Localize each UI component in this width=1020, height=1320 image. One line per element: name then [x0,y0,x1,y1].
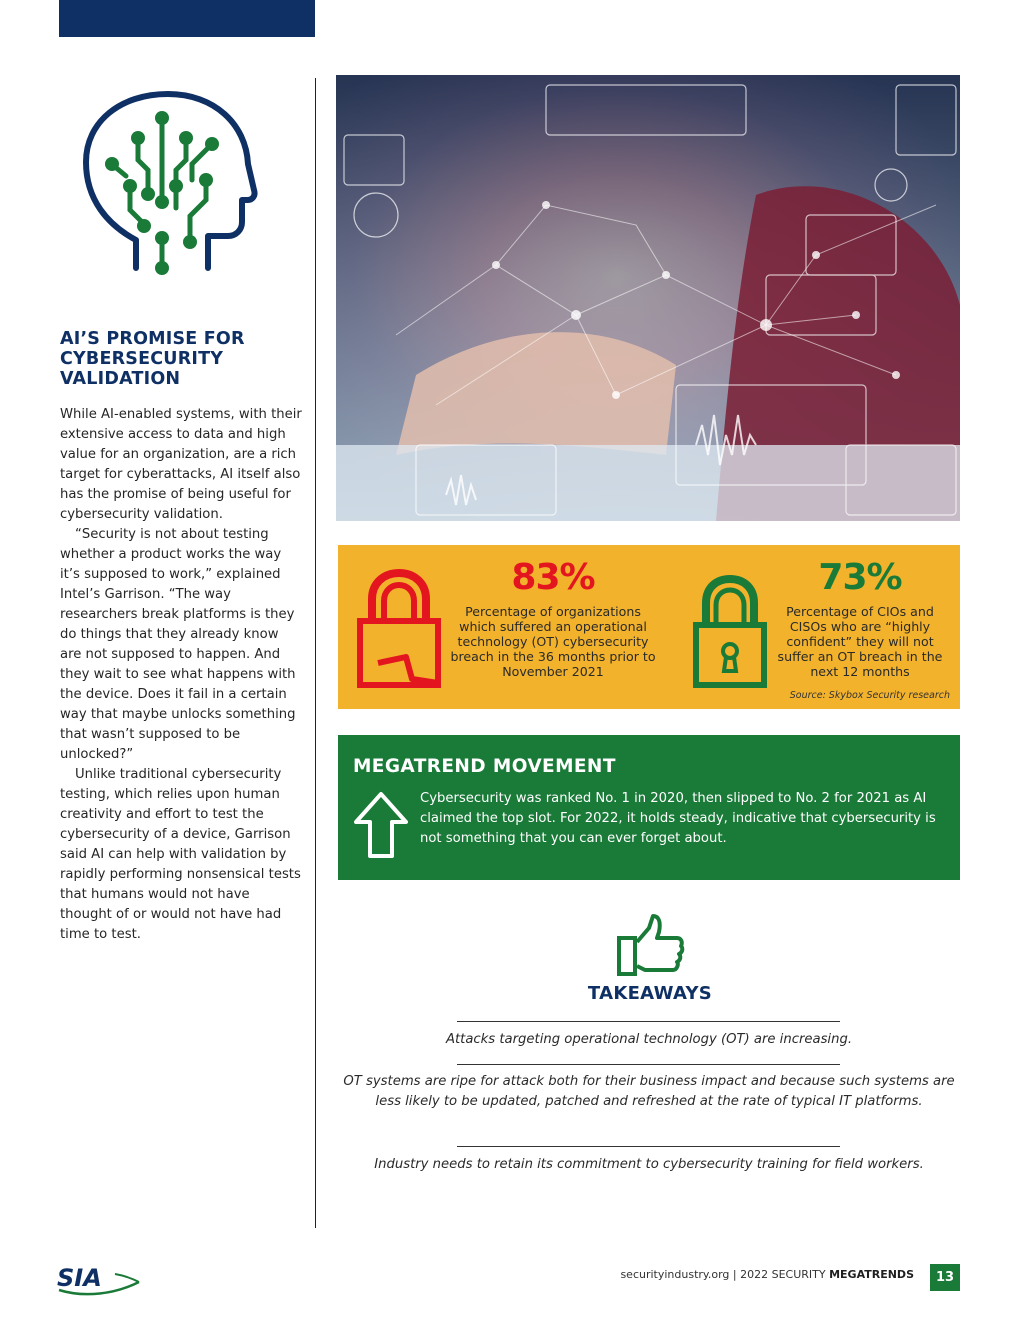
svg-text:SIA: SIA [57,1264,102,1292]
ai-head-icon [78,90,260,280]
separator [457,1021,840,1022]
megatrend-panel [338,735,960,880]
footer-brand: MEGATRENDS [829,1268,914,1281]
column-divider [315,78,316,1228]
thumbs-up-icon [615,912,685,978]
paragraph: “Security is not about testing whether a product works the way it’s supposed to work,” explained Intel’s Garrison. “The way researchers break platforms is they do things that they already know are not supposed to happen. And they wait to see what happens with the device. Does it fail in a certain way that maybe unlocks something that wasn’t supposed to be unlocked?” [60,527,296,762]
megatrend-title: MEGATREND MOVEMENT [353,756,616,777]
paragraph: While AI-enabled systems, with their extensive access to data and high value for an organization, are a rich target for cyberattacks, AI itself also has the promise of being useful for cybersecurity validation. [60,407,302,522]
header-bar [59,0,315,37]
body-text [60,405,304,945]
separator [457,1064,840,1065]
footer-year: 2022 SECURITY [740,1268,830,1281]
takeaways-title: TAKEAWAYS [587,983,713,1004]
footer-separator: | [729,1268,741,1281]
footer-site-link[interactable]: securityindustry.org [620,1268,730,1281]
up-arrow-icon [352,790,410,860]
stats-panel [338,545,960,709]
sia-logo [55,1264,141,1296]
stat-description: Percentage of organizations which suffered an operational technology (OT) cybersecurity breach in the 36 months prior to November 2021 [450,604,656,679]
takeaway-item: Attacks targeting operational technology (OT) are increasing. [445,1032,853,1047]
megatrend-text: Cybersecurity was ranked No. 1 in 2020, then slipped to No. 2 for 2021 as AI claimed the top slot. For 2022, it holds steady, indicative that cybersecurity is not something that you can ever forget about. [420,791,936,846]
footer-text [560,1268,914,1281]
paragraph: Unlike traditional cybersecurity testing, which relies upon human creativity and effort to test the cybersecurity of a device, Garrison said AI can help with validation by rapidly performing nonsensical tests that humans would not have thought of or would not have had time to test. [60,767,301,942]
stat-value: 83% [511,557,595,598]
takeaway-item: Industry needs to retain its commitment to cybersecurity training for field workers. [374,1157,924,1172]
stat-description: Percentage of CIOs and CISOs who are “highly confident” they will not suffer an OT breach in the next 12 months [777,604,943,679]
separator [457,1146,840,1147]
section-title: AI’S PROMISE FOR CYBERSECURITY VALIDATION [60,329,245,389]
hero-photo [336,75,960,521]
broken-lock-icon [356,567,442,691]
stat-value: 73% [818,557,902,598]
lock-icon [692,573,768,691]
source-note: Source: Skybox Security research [789,690,950,701]
takeaway-item: OT systems are ripe for attack both for their business impact and because such systems are less likely to be updated, patched and refreshed at the rate of typical IT platforms. [343,1074,955,1109]
page-number: 13 [930,1264,960,1291]
